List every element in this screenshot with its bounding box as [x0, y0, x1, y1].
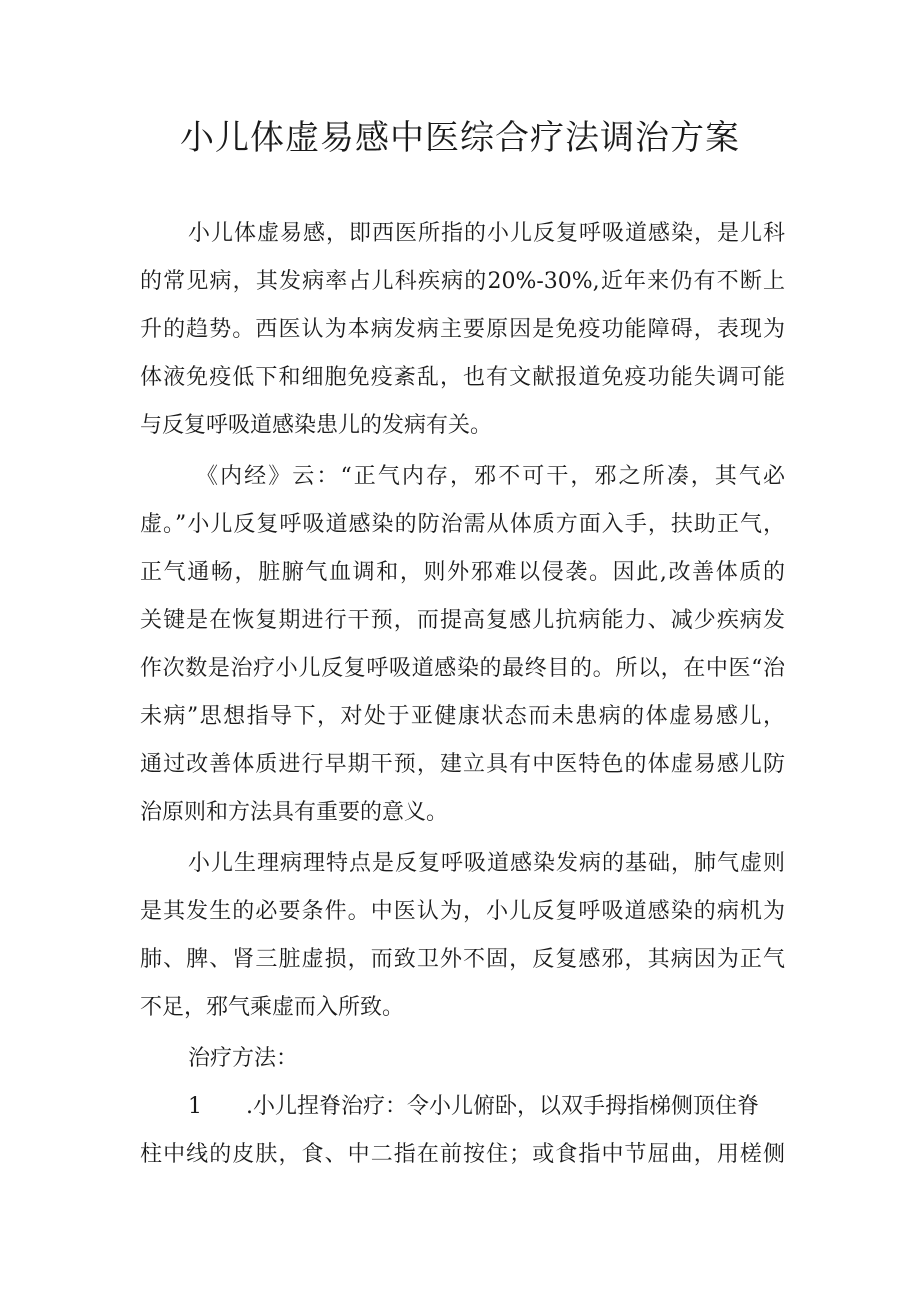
- paragraph-2-line-8: 治原则和方法具有重要的意义。: [140, 800, 449, 825]
- paragraph-2-line-6: 未病”思想指导下，对处于亚健康状态而未患病的体虚易感儿，: [140, 704, 785, 729]
- list-item-1-line-1: [188, 1092, 785, 1122]
- paragraph-3-line-1: 小儿生理病理特点是反复呼吸道感染发病的基础，肺气虚则: [188, 851, 785, 876]
- paragraph-3-line-2: 是其发生的必要条件。中医认为，小儿反复呼吸道感染的病机为: [140, 899, 785, 924]
- paragraph-2-line-2: 虚。”小儿反复呼吸道感染的防治需从体质方面入手，扶助正气，: [140, 512, 785, 537]
- list-item-1-text: .小儿捏脊治疗：令小儿俯卧，以双手拇指梯侧顶住脊: [246, 1094, 759, 1119]
- paragraph-2-line-7: 通过改善体质进行早期干预，建立具有中医特色的体虚易感儿防: [140, 752, 785, 777]
- paragraph-1-line-2: 的常见病，其发病率占儿科疾病的20%-30%,近年来仍有不断上: [140, 269, 785, 294]
- section-heading: 治疗方法：: [188, 1046, 299, 1071]
- paragraph-1-line-5: 与反复呼吸道感染患儿的发病有关。: [140, 413, 493, 438]
- paragraph-1-line-1: 小儿体虚易感，即西医所指的小儿反复呼吸道感染，是儿科: [188, 221, 785, 246]
- paragraph-2-line-5: 作次数是治疗小儿反复呼吸道感染的最终目的。所以，在中医“治: [140, 656, 785, 681]
- paragraph-2-line-1: 《内经》云：“正气内存，邪不可干，邪之所凑，其气必: [196, 464, 785, 489]
- list-item-1-line-2: 柱中线的皮肤，食、中二指在前按住；或食指中节屈曲，用槎侧: [140, 1142, 785, 1167]
- paragraph-3-line-4: 不足，邪气乘虚而入所致。: [140, 995, 405, 1020]
- paragraph-1-line-4: 体液免疫低下和细胞免疫紊乱，也有文献报道免疫功能失调可能: [140, 365, 785, 390]
- paragraph-1-line-3: 升的趋势。西医认为本病发病主要原因是免疫功能障碍，表现为: [140, 317, 785, 342]
- paragraph-2-line-4: 关键是在恢复期进行干预，而提高复感儿抗病能力、减少疾病发: [140, 608, 785, 633]
- list-item-1-number: 1: [188, 1094, 202, 1119]
- paragraph-3-line-3: 肺、脾、肾三脏虚损，而致卫外不固，反复感邪，其病因为正气: [140, 947, 785, 972]
- paragraph-2-line-3: 正气通畅，脏腑气血调和，则外邪难以侵袭。因此,改善体质的: [140, 560, 785, 585]
- document-title: 小儿体虚易感中医综合疗法调治方案: [180, 118, 740, 158]
